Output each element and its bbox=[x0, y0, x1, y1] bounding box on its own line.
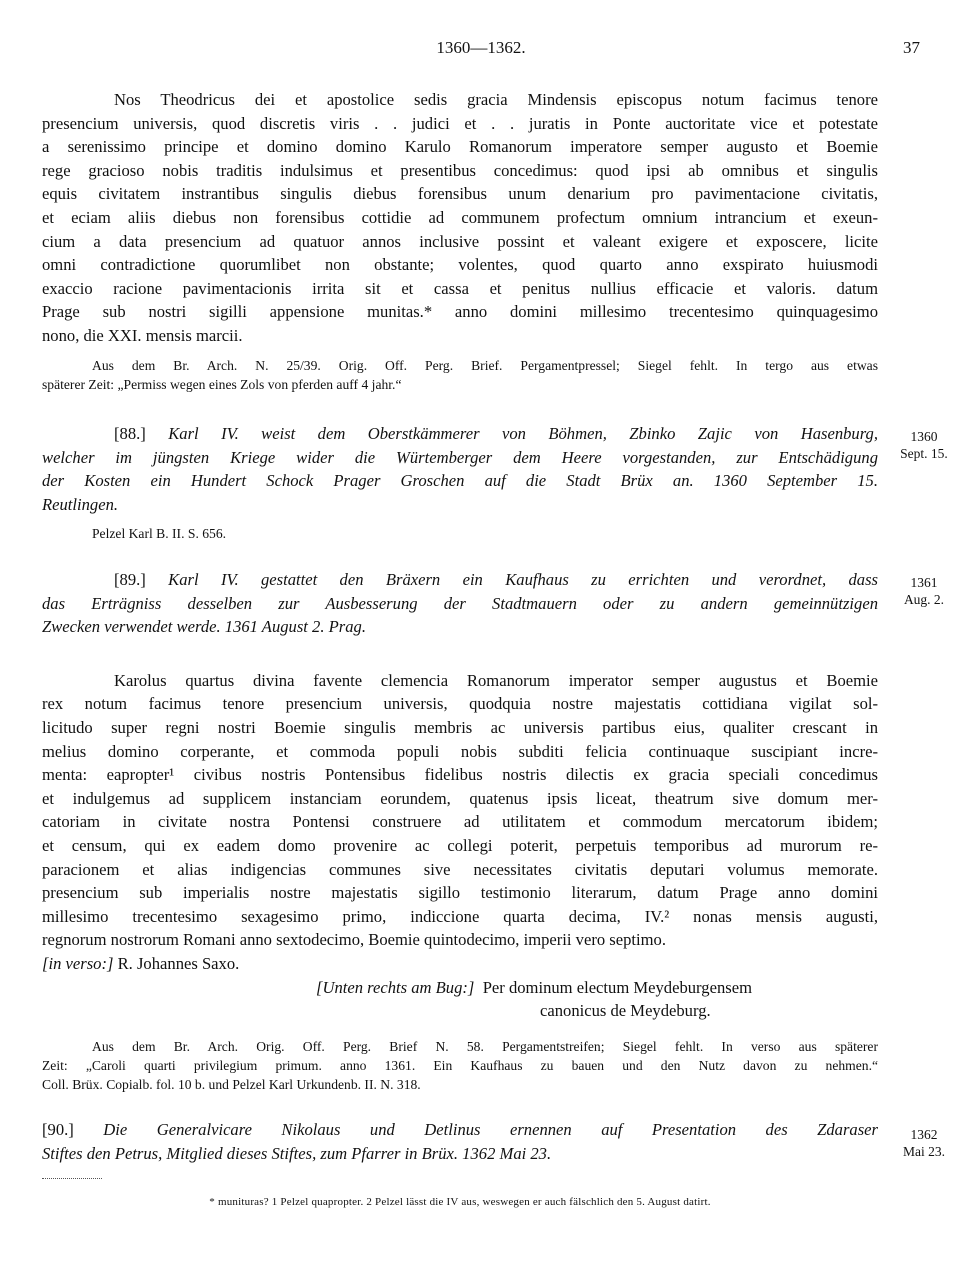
source-note: Aus dem Br. Arch. N. 25/39. Orig. Off. Perg. Brief. Pergamentpressel; Siegel fehlt. In tergo aus etwas bbox=[92, 357, 878, 373]
source-note: Coll. Brüx. Copialb. fol. 10 b. und Pelzel Karl Urkundenb. II. N. 318. bbox=[42, 1076, 421, 1092]
text-line: Karolus quartus divina favente clemencia Romanorum imperator semper augustus et Boemie bbox=[114, 670, 878, 690]
page-number: 37 bbox=[903, 38, 920, 57]
regest-line: [89.] Karl IV. gestattet den Bräxern ein Kaufhaus zu errichten und verordnet, dass bbox=[114, 570, 878, 589]
regest-line: [90.] Die Generalvicare Nikolaus und Detlinus ernennen auf Presentation des Zdaraser bbox=[42, 1120, 878, 1139]
document-90 bbox=[42, 1118, 878, 1165]
text-line: catoriam in civitate nostra Pontensi construere ad utilitatem et commodum mercatorum ibidem; bbox=[42, 812, 878, 832]
source-note: Pelzel Karl B. II. S. 656. bbox=[92, 526, 227, 542]
bottom-note: [Unten rechts am Bug:] bbox=[316, 977, 475, 997]
text-line: millesimo trecentesimo sexagesimo primo, indiccione quarta decima, IV.² nonas mensis augusti, bbox=[42, 906, 878, 926]
footnote-rule bbox=[42, 1178, 102, 1179]
regest-line: das Erträgniss desselben zur Ausbesserung der Stadtmauern oder zu andern gemeinnützigen bbox=[42, 593, 878, 613]
text-line: cium a data presencium ad quatuor annos inclusive possint et valeant exigere et exposcere, licite bbox=[42, 231, 878, 251]
text-line: nono, die XXI. mensis marcii. bbox=[42, 325, 243, 345]
text-line: Prage sub nostri sigilli appensione munitas.* anno domini millesimo trecentesimo quinquagesimo bbox=[42, 302, 878, 322]
text-line: et eciam aliis diebus non forensibus cottidie ad communem profectum omnium intrancium et exeun- bbox=[42, 207, 878, 227]
text-line: rex notum facimus tenore presencium universis, quodquia nostre majestatis cottidiana vigilat sol- bbox=[42, 694, 878, 714]
entry-number: [90.] bbox=[42, 1120, 74, 1139]
text-line: equis civitatem instrantibus singulis diebus forensibus unum denarium pro pavimentacione civitatis, bbox=[42, 184, 878, 204]
signature-text: Per dominum electum Meydeburgensem bbox=[482, 977, 752, 997]
regest-line: Reutlingen. bbox=[42, 494, 119, 514]
source-note: Aus dem Br. Arch. Orig. Off. Perg. Brief N. 58. Pergamentstreifen; Siegel fehlt. In verso aus späterer bbox=[92, 1038, 878, 1054]
text-line: et censum, qui ex eadem domo provenire ac collegi poterit, perpetuis temporibus ad murorum re- bbox=[42, 835, 878, 855]
verso-line bbox=[42, 952, 878, 976]
text-line: presencium universis, quod discretis viris . . judici et . . juratis in Ponte auctoritate vice et potestate bbox=[42, 113, 878, 133]
source-note: Zeit: „Caroli quarti privilegium primum. anno 1361. Ein Kaufhaus zu bauen und den Nutz davon zu nehmen.“ bbox=[42, 1057, 878, 1073]
text-line: presencium sub imperialis nostre majestatis sigillo testimonio literarum, datum Prage anno domini bbox=[42, 883, 878, 903]
text-line: et indulgemus ad supplicem instanciam eorundem, quatenus ipsis liceat, theatrum sive domum mer- bbox=[42, 788, 878, 808]
document-88 bbox=[42, 422, 878, 543]
margin-date-90: 1362 Mai 23. bbox=[903, 1127, 945, 1159]
margin-date-89: 1361 Aug. 2. bbox=[903, 575, 945, 607]
running-header bbox=[42, 38, 920, 62]
text-line: licitudo super regni nostri Boemie singulis membris ac universis partibus eius, qualiter crescant in bbox=[42, 717, 878, 737]
document-theodricus bbox=[42, 88, 878, 394]
regest-line: der Kosten ein Hundert Schock Prager Groschen auf die Stadt Brüx an. 1360 September 15. bbox=[42, 471, 878, 491]
verso-note: [in verso:] bbox=[42, 953, 114, 973]
text-line: menta: eapropter¹ civibus nostris Pontensibus fidelibus nostris dilectis ex gracia speciali concedimus bbox=[42, 765, 878, 785]
text-line: a serenissimo principe et domino domino Karulo Romanorum imperatore semper augusto et Boemie bbox=[42, 137, 878, 157]
regest-line: welcher im jüngsten Kriege wider die Würtemberger dem Heere vorgestanden, zur Entschädigung bbox=[42, 447, 878, 467]
text-line: Nos Theodricus dei et apostolice sedis gracia Mindensis episcopus notum facimus tenore bbox=[114, 90, 878, 109]
signature-line: canonicus de Meydeburg. bbox=[540, 1001, 711, 1021]
regest-line: Stiftes den Petrus, Mitglied dieses Stiftes, zum Pfarrer in Brüx. 1362 Mai 23. bbox=[42, 1143, 552, 1163]
text-line: regnorum nostrorum Romani anno sextodecimo, Boemie quintodecimo, imperii vero septimo. bbox=[42, 930, 666, 950]
text-line: rege gracioso nobis traditis indulsimus et presentibus concedimus: quod ipsi ab omnibus et singulis bbox=[42, 160, 878, 180]
entry-number: [88.] bbox=[114, 424, 146, 443]
footnotes: * munituras? 1 Pelzel quapropter. 2 Pelzel lässt die IV aus, weswegen er auch fälschlich den 5. August datirt. bbox=[209, 1196, 711, 1208]
source-note: späterer Zeit: „Permiss wegen eines Zols von pferden auff 4 jahr.“ bbox=[42, 376, 402, 392]
text-line: omni contradictione quorumlibet non obstante; volentes, quod quarto anno exspirato huiusmodi bbox=[42, 255, 878, 275]
signature-line bbox=[42, 976, 878, 1000]
text-line: exaccio racione pavimentacionis irrita sit et cassa et penitus nullius efficacie et valoris. datum bbox=[42, 278, 878, 298]
text-line: paracionem et alias indigencias communes sive necessitates civitatis deputari volumus memorate. bbox=[42, 859, 878, 879]
margin-date-88: 1360 Sept. 15. bbox=[900, 429, 948, 461]
header-years: 1360—1362. bbox=[436, 38, 526, 57]
text-line: melius domino corperante, et commoda populi nobis subditi felicia continuaque suscipiant incre- bbox=[42, 741, 878, 761]
entry-number: [89.] bbox=[114, 570, 146, 589]
verso-name: R. Johannes Saxo. bbox=[117, 953, 240, 973]
regest-line: Zwecken verwendet werde. 1361 August 2. Prag. bbox=[42, 617, 366, 637]
document-89 bbox=[42, 568, 878, 1094]
regest-line: [88.] Karl IV. weist dem Oberstkämmerer von Böhmen, Zbinko Zajic von Hasenburg, bbox=[114, 424, 878, 443]
